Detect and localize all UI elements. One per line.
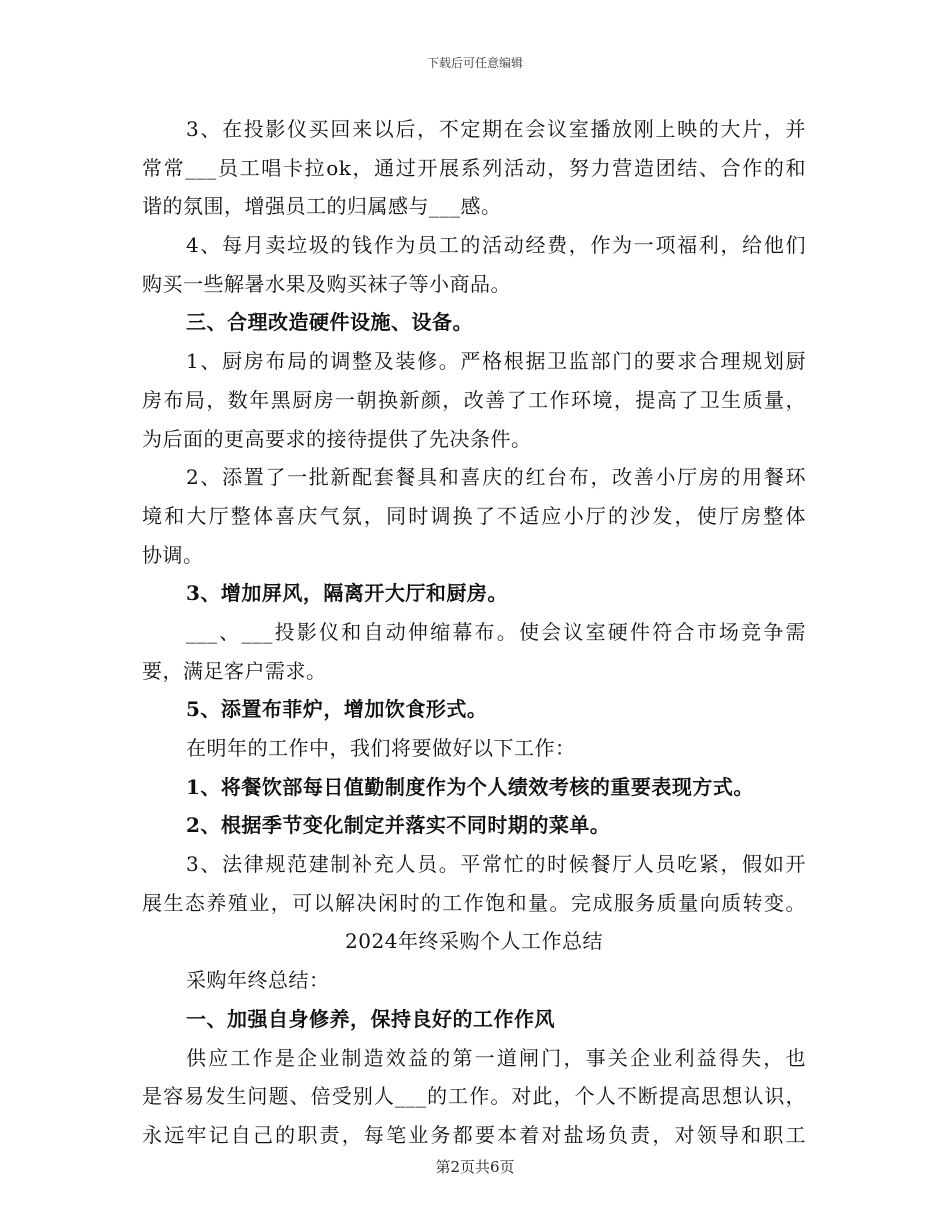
paragraph-line: 是容易发生问题、倍受别人___的工作。对此，个人不断提高思想认识， <box>142 1084 806 1109</box>
document-body <box>142 110 806 1155</box>
paragraph-line: 境和大厅整体喜庆气氛，同时调换了不适应小厅的沙发，使厅房整体 <box>142 503 806 528</box>
section-heading: 一、加强自身修养，保持良好的工作作风 <box>186 1006 555 1031</box>
paragraph-line: 协调。 <box>142 542 204 567</box>
paragraph-line: 要，满足客户需求。 <box>142 658 327 683</box>
paragraph-line: 采购年终总结： <box>186 968 330 993</box>
paragraph-line: 在明年的工作中，我们将要做好以下工作： <box>186 736 576 760</box>
bold-item: 1、将餐饮部每日值勤制度作为个人绩效考核的重要表现方式。 <box>186 774 754 799</box>
paragraph-line: 2、添置了一批新配套餐具和喜庆的红台布，改善小厅房的用餐环 <box>186 465 806 490</box>
page-header: 下载后可任意编辑 <box>426 56 523 70</box>
paragraph-line: 为后面的更高要求的接待提供了先决条件。 <box>142 426 532 451</box>
paragraph-line: 1、厨房布局的调整及装修。严格根据卫监部门的要求合理规划厨 <box>186 349 806 374</box>
paragraph-line: 4、每月卖垃圾的钱作为员工的活动经费，作为一项福利，给他们 <box>186 233 806 258</box>
paragraph-line: 展生态养殖业，可以解决闲时的工作饱和量。完成服务质量向质转变。 <box>142 890 806 915</box>
paragraph-line: 常常___员工唱卡拉ok，通过开展系列活动，努力营造团结、合作的和 <box>142 155 806 180</box>
bold-item: 3、增加屏风，隔离开大厅和厨房。 <box>186 581 508 606</box>
bold-item: 5、添置布菲炉，增加饮食形式。 <box>186 697 488 722</box>
bold-item: 2、根据季节变化制定并落实不同时期的菜单。 <box>186 813 611 838</box>
paragraph-line: 3、在投影仪买回来以后，不定期在会议室播放刚上映的大片，并 <box>186 117 806 141</box>
paragraph-line: ___、___投影仪和自动伸缩幕布。使会议室硬件符合市场竞争需 <box>186 619 806 644</box>
paragraph-line: 谐的氛围，增强员工的归属感与___感。 <box>142 194 502 219</box>
paragraph-line: 供应工作是企业制造效益的第一道闸门，事关企业利益得失，也 <box>186 1045 806 1070</box>
document-title: 2024年终采购个人工作总结 <box>345 929 603 954</box>
paragraph-line: 3、法律规范建制补充人员。平常忙的时候餐厅人员吃紧，假如开 <box>186 852 806 877</box>
paragraph-line: 房布局，数年黑厨房一朝换新颜，改善了工作环境，提高了卫生质量， <box>142 387 806 412</box>
paragraph-line: 购买一些解暑水果及购买袜子等小商品。 <box>142 271 511 296</box>
paragraph-line: 永远牢记自己的职责，每笔业务都要本着对盐场负责，对领导和职工 <box>142 1122 806 1147</box>
section-heading: 三、合理改造硬件设施、设备。 <box>186 310 473 335</box>
page-footer: 第2页共6页 <box>435 1158 515 1176</box>
